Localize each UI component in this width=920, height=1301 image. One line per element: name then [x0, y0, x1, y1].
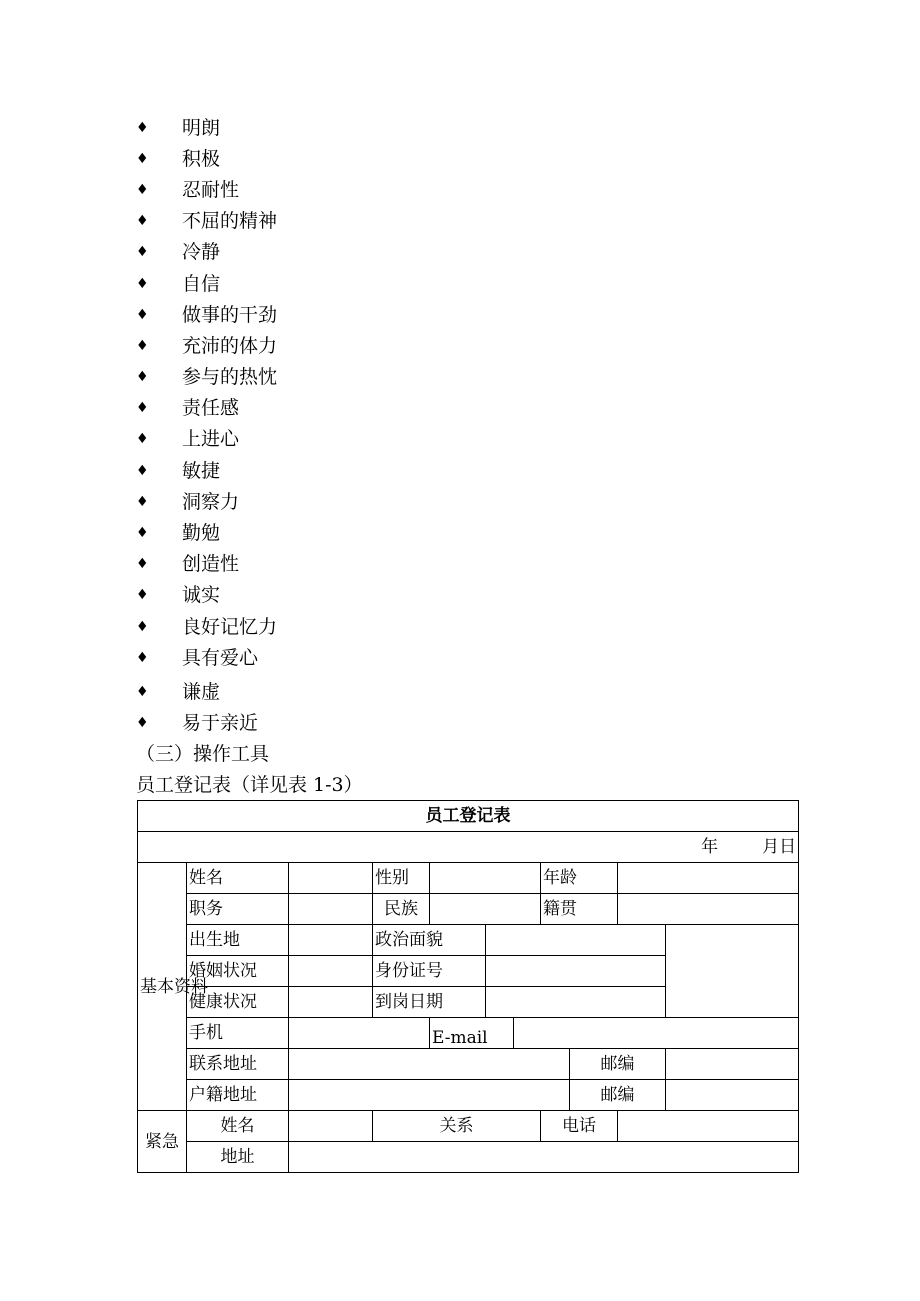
- diamond-bullet-icon: ♦: [136, 119, 149, 136]
- diamond-bullet-icon: ♦: [136, 369, 149, 386]
- list-item: [136, 268, 277, 299]
- emergency-name-label: 姓名: [187, 1111, 289, 1142]
- gender-value[interactable]: [430, 863, 541, 894]
- email-label: E-mail: [430, 1018, 514, 1049]
- diamond-bullet-icon: ♦: [136, 618, 149, 635]
- diamond-bullet-icon: ♦: [136, 337, 149, 354]
- trait-text: 冷静: [182, 241, 221, 264]
- diamond-bullet-icon: ♦: [136, 275, 149, 292]
- diamond-bullet-icon: ♦: [136, 306, 149, 323]
- health-status-label: 健康状况: [187, 987, 289, 1018]
- emergency-group-label: 紧急: [138, 1111, 187, 1173]
- contact-address-value[interactable]: [289, 1049, 570, 1080]
- trait-text: 自信: [182, 272, 221, 295]
- political-status-value[interactable]: [486, 925, 666, 956]
- traits-list: [136, 112, 277, 739]
- trait-text: 良好记忆力: [182, 615, 278, 638]
- contact-address-label: 联系地址: [187, 1049, 289, 1080]
- diamond-bullet-icon: ♦: [136, 244, 149, 261]
- trait-text: 参与的热忱: [182, 366, 278, 389]
- employee-registration-form: [137, 800, 799, 1173]
- list-item: [136, 299, 277, 330]
- postcode-value[interactable]: [666, 1049, 799, 1080]
- list-item: [136, 362, 277, 393]
- emergency-address-label: 地址: [187, 1142, 289, 1173]
- phone-label: 电话: [541, 1111, 618, 1142]
- birthplace-label: 出生地: [187, 925, 289, 956]
- name-value[interactable]: [289, 863, 373, 894]
- list-item: [136, 517, 277, 548]
- household-address-value[interactable]: [289, 1080, 570, 1111]
- id-number-value[interactable]: [486, 956, 666, 987]
- list-item: [136, 330, 277, 361]
- date-month-day-label: 月日: [762, 837, 797, 857]
- list-item: [136, 486, 277, 517]
- gender-label: 性别: [373, 863, 430, 894]
- list-item: [136, 676, 277, 707]
- diamond-bullet-icon: ♦: [136, 556, 149, 573]
- trait-text: 上进心: [182, 428, 240, 451]
- trait-text: 敏捷: [182, 459, 221, 482]
- trait-text: 易于亲近: [182, 712, 259, 735]
- diamond-bullet-icon: ♦: [136, 400, 149, 417]
- diamond-bullet-icon: ♦: [136, 150, 149, 167]
- list-item: [136, 455, 277, 486]
- marital-status-value[interactable]: [289, 956, 373, 987]
- name-label: 姓名: [187, 863, 289, 894]
- list-item: [136, 580, 277, 611]
- start-date-value[interactable]: [486, 987, 666, 1018]
- diamond-bullet-icon: ♦: [136, 493, 149, 510]
- date-year-label: 年: [701, 837, 719, 857]
- emergency-address-value[interactable]: [289, 1142, 799, 1173]
- section-heading: （三）操作工具: [136, 743, 270, 765]
- postcode-value[interactable]: [666, 1080, 799, 1111]
- age-label: 年龄: [541, 863, 618, 894]
- age-value[interactable]: [618, 863, 799, 894]
- table-caption: 员工登记表（详见表 1-3）: [136, 774, 363, 796]
- form-title: 员工登记表: [138, 801, 799, 832]
- diamond-bullet-icon: ♦: [136, 683, 149, 700]
- postcode-label: 邮编: [570, 1049, 666, 1080]
- position-label: 职务: [187, 894, 289, 925]
- emergency-name-value[interactable]: [289, 1111, 373, 1142]
- list-item: [136, 393, 277, 424]
- trait-text: 洞察力: [182, 490, 240, 513]
- list-item: [136, 424, 277, 455]
- diamond-bullet-icon: ♦: [136, 431, 149, 448]
- diamond-bullet-icon: ♦: [136, 715, 149, 732]
- trait-text: 勤勉: [182, 522, 221, 545]
- health-status-value[interactable]: [289, 987, 373, 1018]
- id-number-label: 身份证号: [373, 956, 486, 987]
- basic-info-group-label: 基本资料: [138, 863, 187, 1111]
- trait-text: 创造性: [182, 553, 240, 576]
- list-item: [136, 206, 277, 237]
- relation-label: 关系: [373, 1111, 541, 1142]
- diamond-bullet-icon: ♦: [136, 181, 149, 198]
- birthplace-value[interactable]: [289, 925, 373, 956]
- list-item: [136, 611, 277, 642]
- mobile-label: 手机: [187, 1018, 289, 1049]
- ethnicity-value[interactable]: [430, 894, 541, 925]
- list-item: [136, 549, 277, 580]
- diamond-bullet-icon: ♦: [136, 213, 149, 230]
- trait-text: 做事的干劲: [182, 303, 278, 326]
- marital-status-label: 婚姻状况: [187, 956, 289, 987]
- list-item: [136, 112, 277, 143]
- list-item: [136, 143, 277, 174]
- household-address-label: 户籍地址: [187, 1080, 289, 1111]
- trait-text: 谦虚: [182, 680, 221, 703]
- list-item: [136, 237, 277, 268]
- trait-text: 充沛的体力: [182, 334, 278, 357]
- diamond-bullet-icon: ♦: [136, 525, 149, 542]
- position-value[interactable]: [289, 894, 373, 925]
- trait-text: 不屈的精神: [182, 210, 278, 233]
- trait-text: 诚实: [182, 584, 221, 607]
- trait-text: 忍耐性: [182, 178, 240, 201]
- email-value[interactable]: [514, 1018, 799, 1049]
- postcode-label: 邮编: [570, 1080, 666, 1111]
- trait-text: 积极: [182, 147, 221, 170]
- native-place-label: 籍贯: [541, 894, 618, 925]
- diamond-bullet-icon: ♦: [136, 649, 149, 666]
- trait-text: 明朗: [182, 116, 221, 139]
- phone-value[interactable]: [618, 1111, 799, 1142]
- list-item: [136, 642, 277, 673]
- diamond-bullet-icon: ♦: [136, 462, 149, 479]
- trait-text: 具有爱心: [182, 646, 259, 669]
- mobile-value[interactable]: [289, 1018, 430, 1049]
- list-item: [136, 174, 277, 205]
- form-date: [138, 832, 799, 863]
- list-item: [136, 708, 277, 739]
- political-status-label: 政治面貌: [373, 925, 486, 956]
- start-date-label: 到岗日期: [373, 987, 486, 1018]
- diamond-bullet-icon: ♦: [136, 587, 149, 604]
- ethnicity-label: 民族: [373, 894, 430, 925]
- trait-text: 责任感: [182, 397, 240, 420]
- native-place-value[interactable]: [618, 894, 799, 925]
